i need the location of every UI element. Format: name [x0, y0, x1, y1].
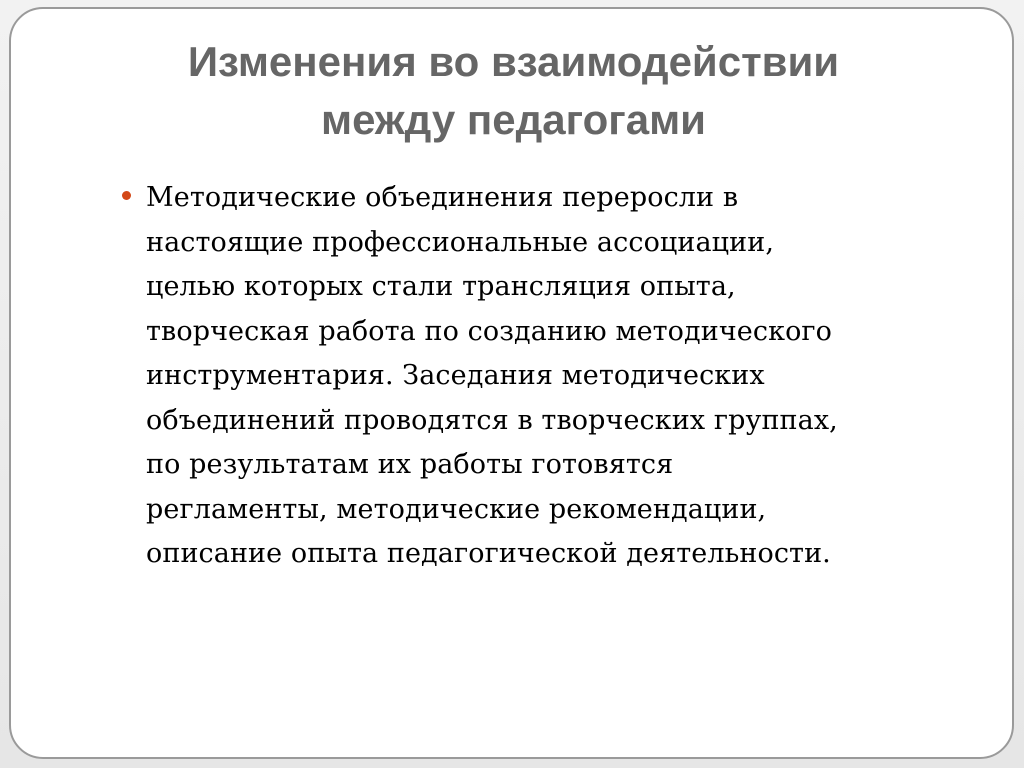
bullet-text-line: инструментария. Заседания методических — [146, 360, 765, 391]
bullet-item — [119, 176, 949, 577]
bullet-text-line: целью которых стали трансляция опыта, — [146, 271, 736, 302]
bullet-dot-icon — [122, 191, 131, 200]
bullet-text-line: творческая работа по созданию методического — [146, 315, 833, 347]
bullet-text-line: по результатам их работы готовятся — [146, 449, 674, 480]
title-line: Изменения во взаимодействии — [187, 38, 840, 85]
bullet-text-line: объединений проводятся в творческих группах, — [146, 404, 838, 436]
slide-body — [119, 176, 949, 577]
slide-title — [41, 33, 986, 149]
bullet-text-line: настоящие профессиональные ассоциации, — [146, 226, 775, 258]
bullet-text-line: Методические объединения переросли в — [146, 182, 739, 213]
bullet-text-line: описание опыта педагогической деятельности. — [146, 538, 831, 569]
bullet-text-line: регламенты, методические рекомендации, — [146, 493, 767, 525]
slide-frame — [9, 7, 1014, 759]
bullet-text — [146, 176, 949, 577]
title-line: между педагогами — [321, 96, 706, 143]
